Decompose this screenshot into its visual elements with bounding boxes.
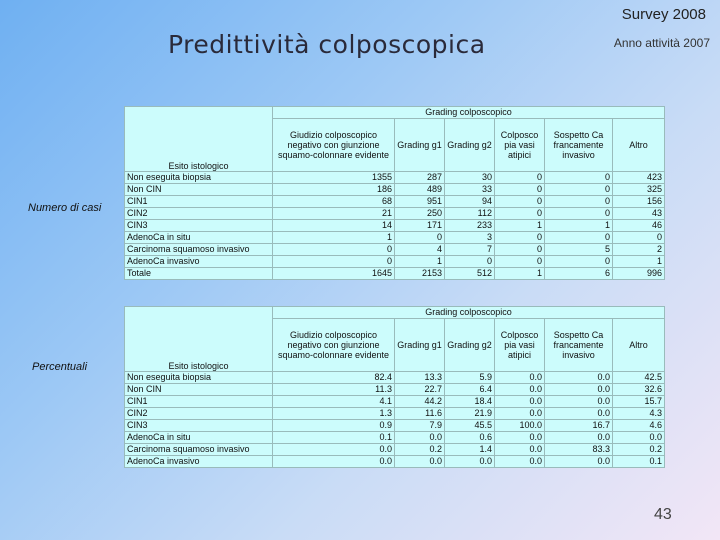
column-header: Sospetto Ca francamente invasivo [545,119,613,172]
table-cell: 0 [495,244,545,256]
row-label: AdenoCa in situ [125,232,273,244]
table-cell: 0 [545,232,613,244]
table-cell: 0 [495,256,545,268]
table-cell: 21.9 [445,408,495,420]
table-row [125,196,665,208]
table-cell: 0 [613,232,665,244]
table-cell: 0.0 [495,444,545,456]
table-cell: 0.0 [445,456,495,468]
row-label: CIN3 [125,220,273,232]
table-cell: 0 [545,208,613,220]
table-row [125,256,665,268]
table-cell: 0.9 [273,420,395,432]
column-header: Colposco pia vasi atipici [495,319,545,372]
grading-group-header: Grading colposcopico [273,107,665,119]
table-cell: 0 [495,196,545,208]
column-header: Grading g1 [395,119,445,172]
counts-header-group-row [125,107,665,119]
table-cell: 0 [273,256,395,268]
counts-section-label: Numero di casi [28,202,102,214]
column-header: Grading g2 [445,119,495,172]
table-cell: 15.7 [613,396,665,408]
table-cell: 33 [445,184,495,196]
table-cell: 0 [545,172,613,184]
column-header: Colposco pia vasi atipici [495,119,545,172]
row-label: CIN3 [125,420,273,432]
table-cell: 156 [613,196,665,208]
column-header: Giudizio colposcopico negativo con giunzione squamo-colonnare evidente [273,319,395,372]
table-cell: 0.0 [395,456,445,468]
column-header: Grading g1 [395,319,445,372]
table-cell: 0.0 [545,384,613,396]
table-row [125,232,665,244]
table-cell: 11.6 [395,408,445,420]
table-row [125,268,665,280]
table-cell: 32.6 [613,384,665,396]
table-cell: 233 [445,220,495,232]
column-header: Sospetto Ca francamente invasivo [545,319,613,372]
table-cell: 0.6 [445,432,495,444]
table-cell: 0 [495,172,545,184]
table-cell: 22.7 [395,384,445,396]
table-cell: 1.3 [273,408,395,420]
row-label: CIN2 [125,208,273,220]
table-row [125,408,665,420]
table-cell: 0 [273,244,395,256]
table-cell: 0 [545,256,613,268]
table-cell: 1 [613,256,665,268]
table-cell: 1 [273,232,395,244]
row-header-cell [125,107,273,172]
table-cell: 83.3 [545,444,613,456]
table-cell: 0 [395,232,445,244]
table-cell: 0.0 [495,408,545,420]
table-cell: 0.0 [545,432,613,444]
table-cell: 1 [545,220,613,232]
table-cell: 68 [273,196,395,208]
table-row [125,244,665,256]
column-header: Giudizio colposcopico negativo con giunzione squamo-colonnare evidente [273,119,395,172]
table-cell: 11.3 [273,384,395,396]
table-cell: 21 [273,208,395,220]
page-title: Predittività colposcopica [168,30,486,59]
table-cell: 0.0 [495,396,545,408]
table-cell: 82.4 [273,372,395,384]
table-cell: 44.2 [395,396,445,408]
table-row [125,456,665,468]
row-header-label: Esito istologico [168,361,229,371]
row-label: CIN1 [125,396,273,408]
row-label: Non eseguita biopsia [125,372,273,384]
table-cell: 112 [445,208,495,220]
percent-header-group-row [125,307,665,319]
table-cell: 0.0 [495,456,545,468]
table-cell: 45.5 [445,420,495,432]
table-cell: 0 [445,256,495,268]
row-label: Non eseguita biopsia [125,172,273,184]
table-cell: 6 [545,268,613,280]
table-cell: 5 [545,244,613,256]
table-cell: 3 [445,232,495,244]
table-cell: 4.6 [613,420,665,432]
table-row [125,432,665,444]
row-label: Non CIN [125,184,273,196]
row-label: AdenoCa in situ [125,432,273,444]
table-cell: 0 [545,184,613,196]
table-row [125,208,665,220]
table-cell: 43 [613,208,665,220]
table-cell: 1645 [273,268,395,280]
table-cell: 0.0 [545,408,613,420]
table-cell: 250 [395,208,445,220]
table-cell: 951 [395,196,445,208]
table-cell: 996 [613,268,665,280]
table-cell: 1 [495,220,545,232]
table-cell: 94 [445,196,495,208]
table-cell: 0 [495,184,545,196]
table-cell: 0.1 [273,432,395,444]
percent-table [124,306,665,468]
table-cell: 2 [613,244,665,256]
table-cell: 0.0 [613,432,665,444]
table-cell: 0.0 [495,432,545,444]
page-number: 43 [654,506,672,523]
table-cell: 0 [495,208,545,220]
table-row [125,396,665,408]
table-cell: 512 [445,268,495,280]
table-cell: 2153 [395,268,445,280]
table-cell: 30 [445,172,495,184]
table-cell: 0.0 [273,444,395,456]
row-label: Carcinoma squamoso invasivo [125,244,273,256]
table-row [125,172,665,184]
table-cell: 423 [613,172,665,184]
row-label: Non CIN [125,384,273,396]
table-row [125,184,665,196]
table-cell: 5.9 [445,372,495,384]
row-header-label: Esito istologico [168,161,229,171]
table-cell: 0 [495,232,545,244]
table-cell: 16.7 [545,420,613,432]
table-cell: 1 [495,268,545,280]
table-cell: 0.0 [545,372,613,384]
table-cell: 100.0 [495,420,545,432]
table-row [125,420,665,432]
table-cell: 287 [395,172,445,184]
row-label: CIN1 [125,196,273,208]
table-cell: 0 [545,196,613,208]
row-label: Carcinoma squamoso invasivo [125,444,273,456]
table-cell: 0.2 [613,444,665,456]
table-cell: 0.0 [495,372,545,384]
table-row [125,384,665,396]
table-cell: 7.9 [395,420,445,432]
counts-table [124,106,665,280]
table-row [125,220,665,232]
table-row [125,372,665,384]
table-cell: 1.4 [445,444,495,456]
table-cell: 1 [395,256,445,268]
percent-section-label: Percentuali [32,361,88,373]
table-cell: 4.1 [273,396,395,408]
row-label: CIN2 [125,408,273,420]
table-row [125,444,665,456]
grading-group-header: Grading colposcopico [273,307,665,319]
table-cell: 489 [395,184,445,196]
table-cell: 0.0 [495,384,545,396]
table-cell: 13.3 [395,372,445,384]
table-cell: 0.0 [545,396,613,408]
table-cell: 7 [445,244,495,256]
row-header-cell [125,307,273,372]
column-header: Altro [613,319,665,372]
row-label: Totale [125,268,273,280]
table-cell: 0.0 [545,456,613,468]
table-cell: 1355 [273,172,395,184]
column-header: Grading g2 [445,319,495,372]
table-cell: 325 [613,184,665,196]
table-cell: 46 [613,220,665,232]
table-cell: 6.4 [445,384,495,396]
survey-label: Survey 2008 [621,6,706,23]
row-label: AdenoCa invasivo [125,256,273,268]
table-cell: 14 [273,220,395,232]
table-cell: 0.0 [273,456,395,468]
row-label: AdenoCa invasivo [125,456,273,468]
table-cell: 4.3 [613,408,665,420]
column-header: Altro [613,119,665,172]
table-cell: 0.0 [395,432,445,444]
table-cell: 42.5 [613,372,665,384]
table-cell: 4 [395,244,445,256]
table-cell: 0.1 [613,456,665,468]
table-cell: 0.2 [395,444,445,456]
table-cell: 18.4 [445,396,495,408]
table-cell: 171 [395,220,445,232]
table-cell: 186 [273,184,395,196]
page-subtitle: Anno attività 2007 [613,36,710,50]
